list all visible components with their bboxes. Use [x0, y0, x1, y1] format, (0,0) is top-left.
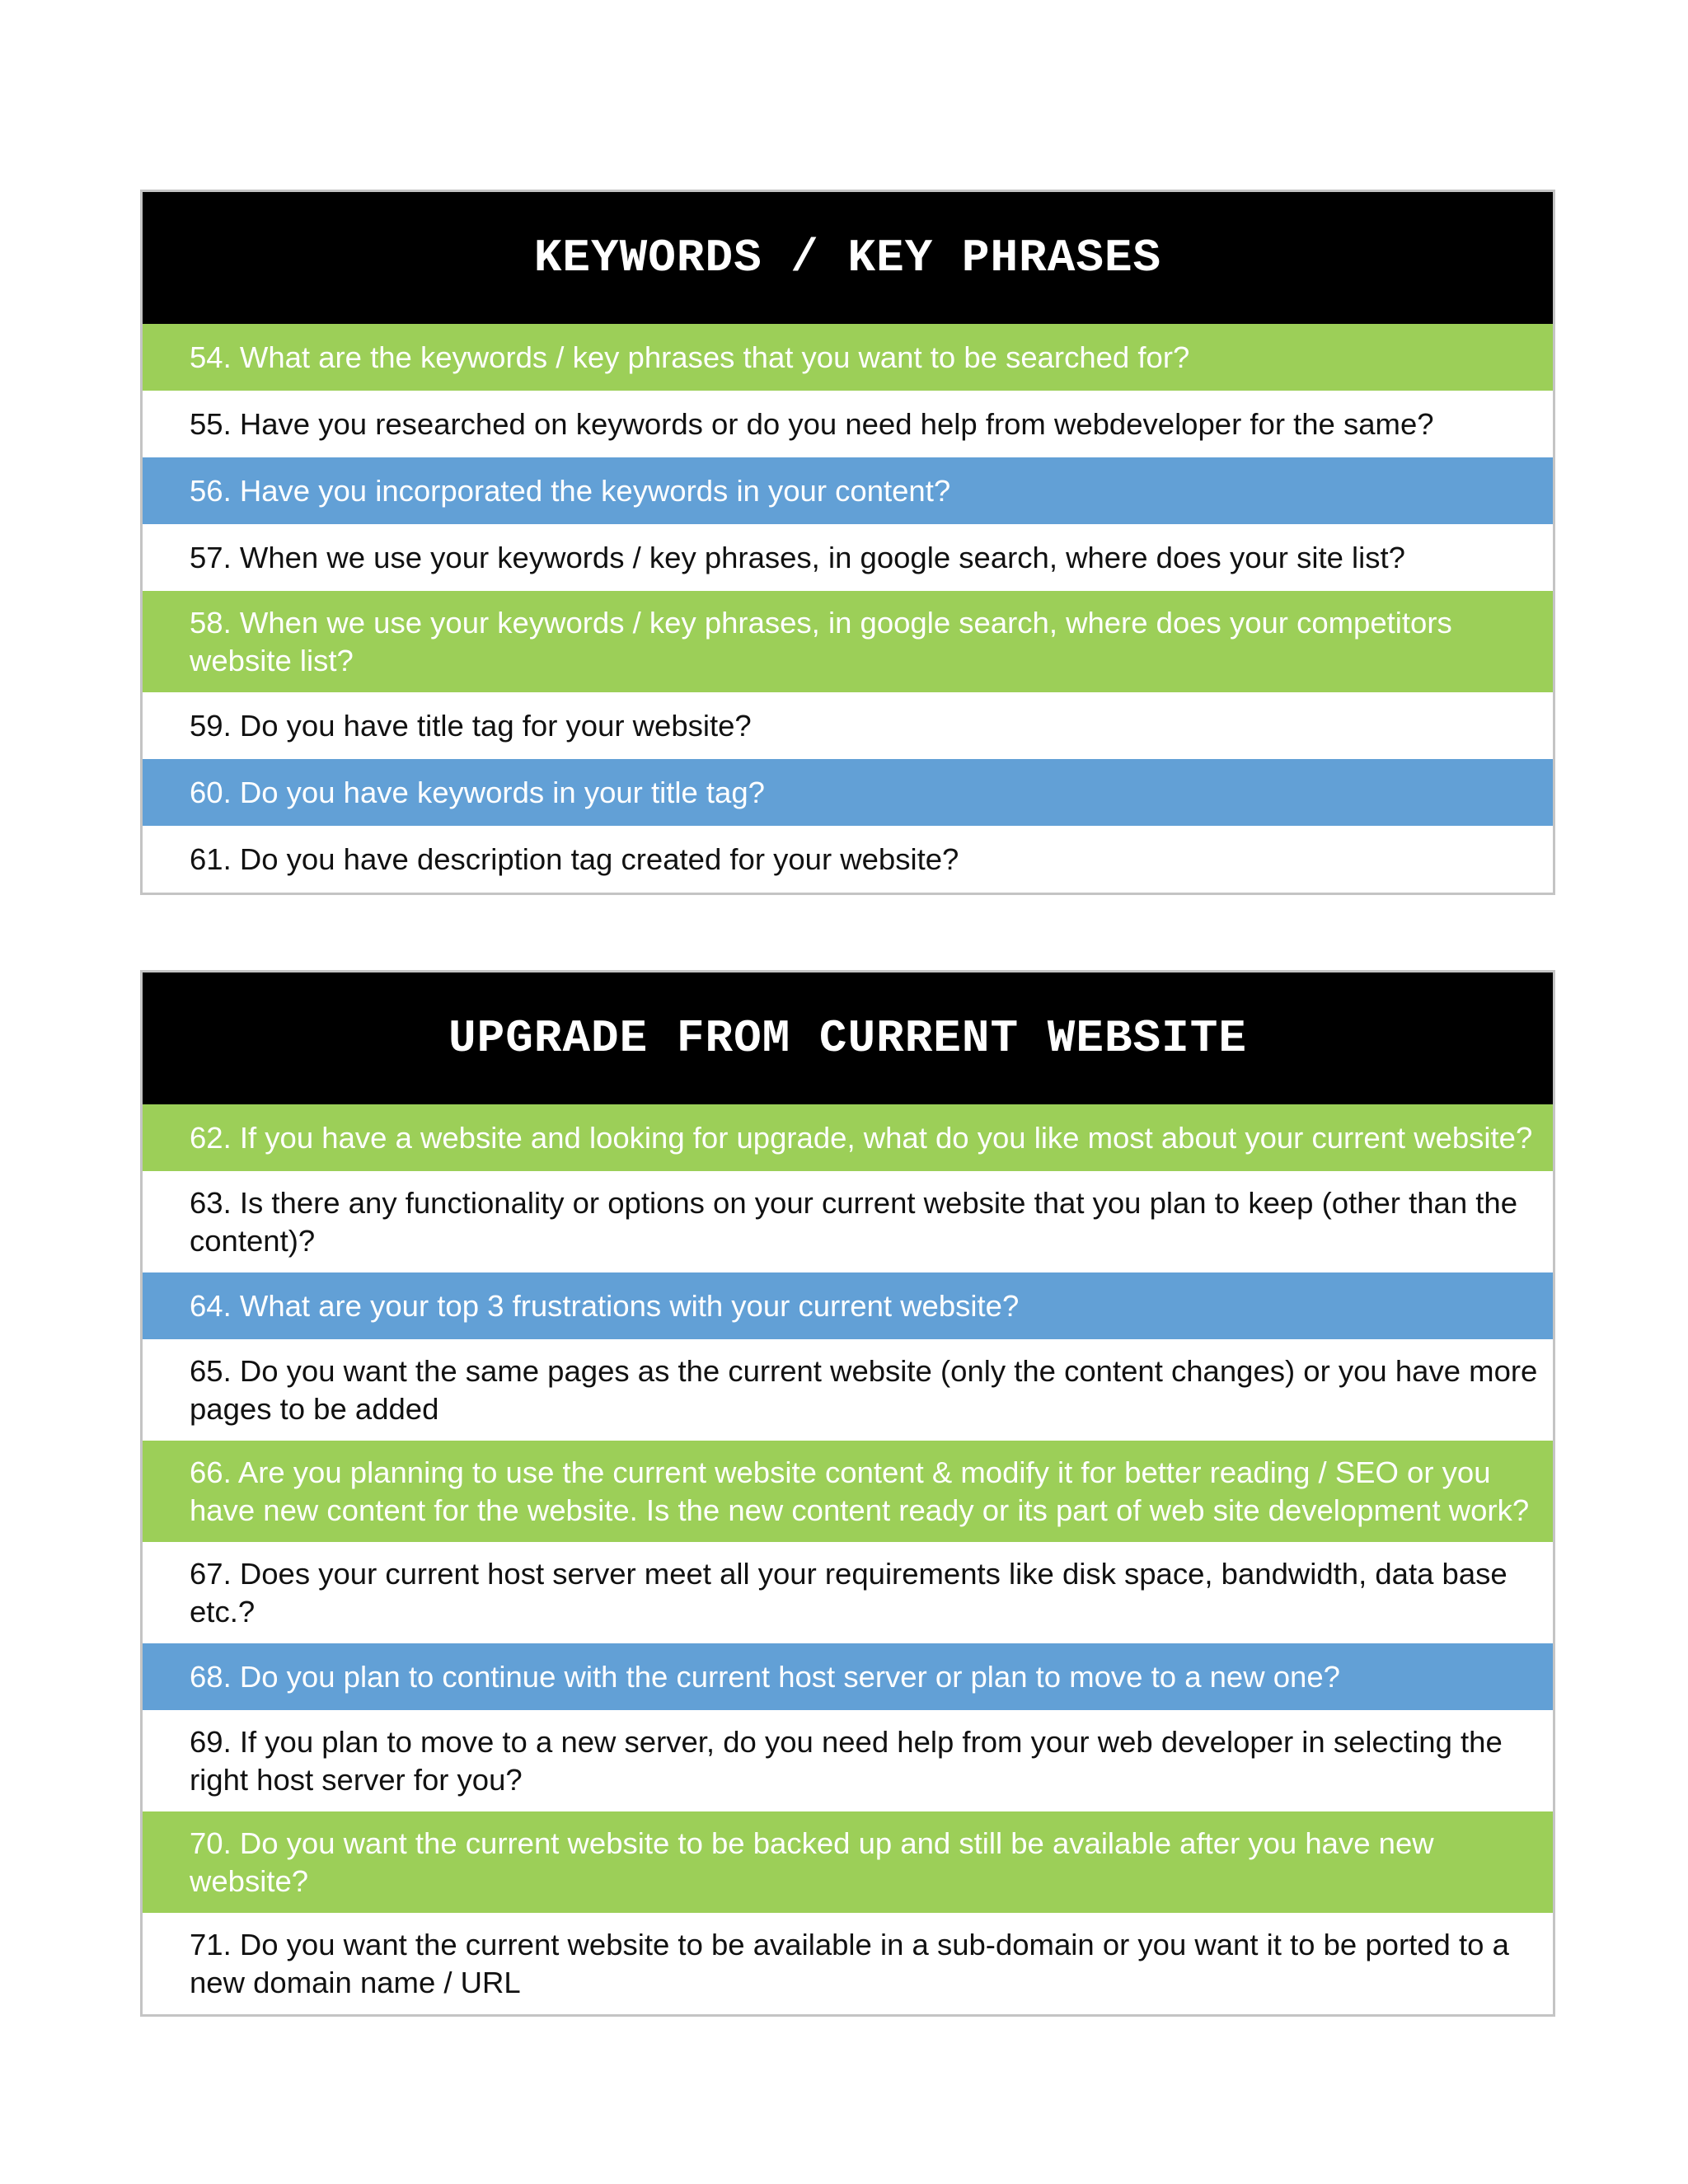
question-item: 57. When we use your keywords / key phrases, in google search, where does your site list?: [143, 524, 1553, 591]
question-item: 67. Does your current host server meet all your requirements like disk space, bandwidth, data base etc.?: [143, 1542, 1553, 1643]
question-item: 66. Are you planning to use the current website content & modify it for better reading / SEO or you have new content for the website. Is the new content ready or its part of web site development work?: [143, 1441, 1553, 1542]
question-item: 61. Do you have description tag created for your website?: [143, 826, 1553, 893]
question-item: 59. Do you have title tag for your website?: [143, 692, 1553, 759]
keywords-section: [140, 190, 1555, 895]
question-item: 60. Do you have keywords in your title tag?: [143, 759, 1553, 826]
question-item: 56. Have you incorporated the keywords in your content?: [143, 457, 1553, 524]
question-item: 71. Do you want the current website to be available in a sub-domain or you want it to be ported to a new domain name / URL: [143, 1913, 1553, 2014]
question-item: 70. Do you want the current website to be backed up and still be available after you have new website?: [143, 1811, 1553, 1913]
section-title: UPGRADE FROM CURRENT WEBSITE: [143, 972, 1553, 1104]
question-item: 69. If you plan to move to a new server, do you need help from your web developer in selecting the right host server for you?: [143, 1710, 1553, 1811]
question-item: 58. When we use your keywords / key phrases, in google search, where does your competitors website list?: [143, 591, 1553, 692]
question-item: 64. What are your top 3 frustrations with your current website?: [143, 1272, 1553, 1339]
question-item: 62. If you have a website and looking for upgrade, what do you like most about your current website?: [143, 1104, 1553, 1171]
question-item: 63. Is there any functionality or options on your current website that you plan to keep (other than the content)?: [143, 1171, 1553, 1272]
question-item: 65. Do you want the same pages as the current website (only the content changes) or you have more pages to be added: [143, 1339, 1553, 1441]
question-item: 68. Do you plan to continue with the current host server or plan to move to a new one?: [143, 1643, 1553, 1710]
section-title: KEYWORDS / KEY PHRASES: [143, 192, 1553, 324]
question-item: 54. What are the keywords / key phrases that you want to be searched for?: [143, 324, 1553, 391]
question-item: 55. Have you researched on keywords or do you need help from webdeveloper for the same?: [143, 391, 1553, 457]
upgrade-section: [140, 970, 1555, 2017]
